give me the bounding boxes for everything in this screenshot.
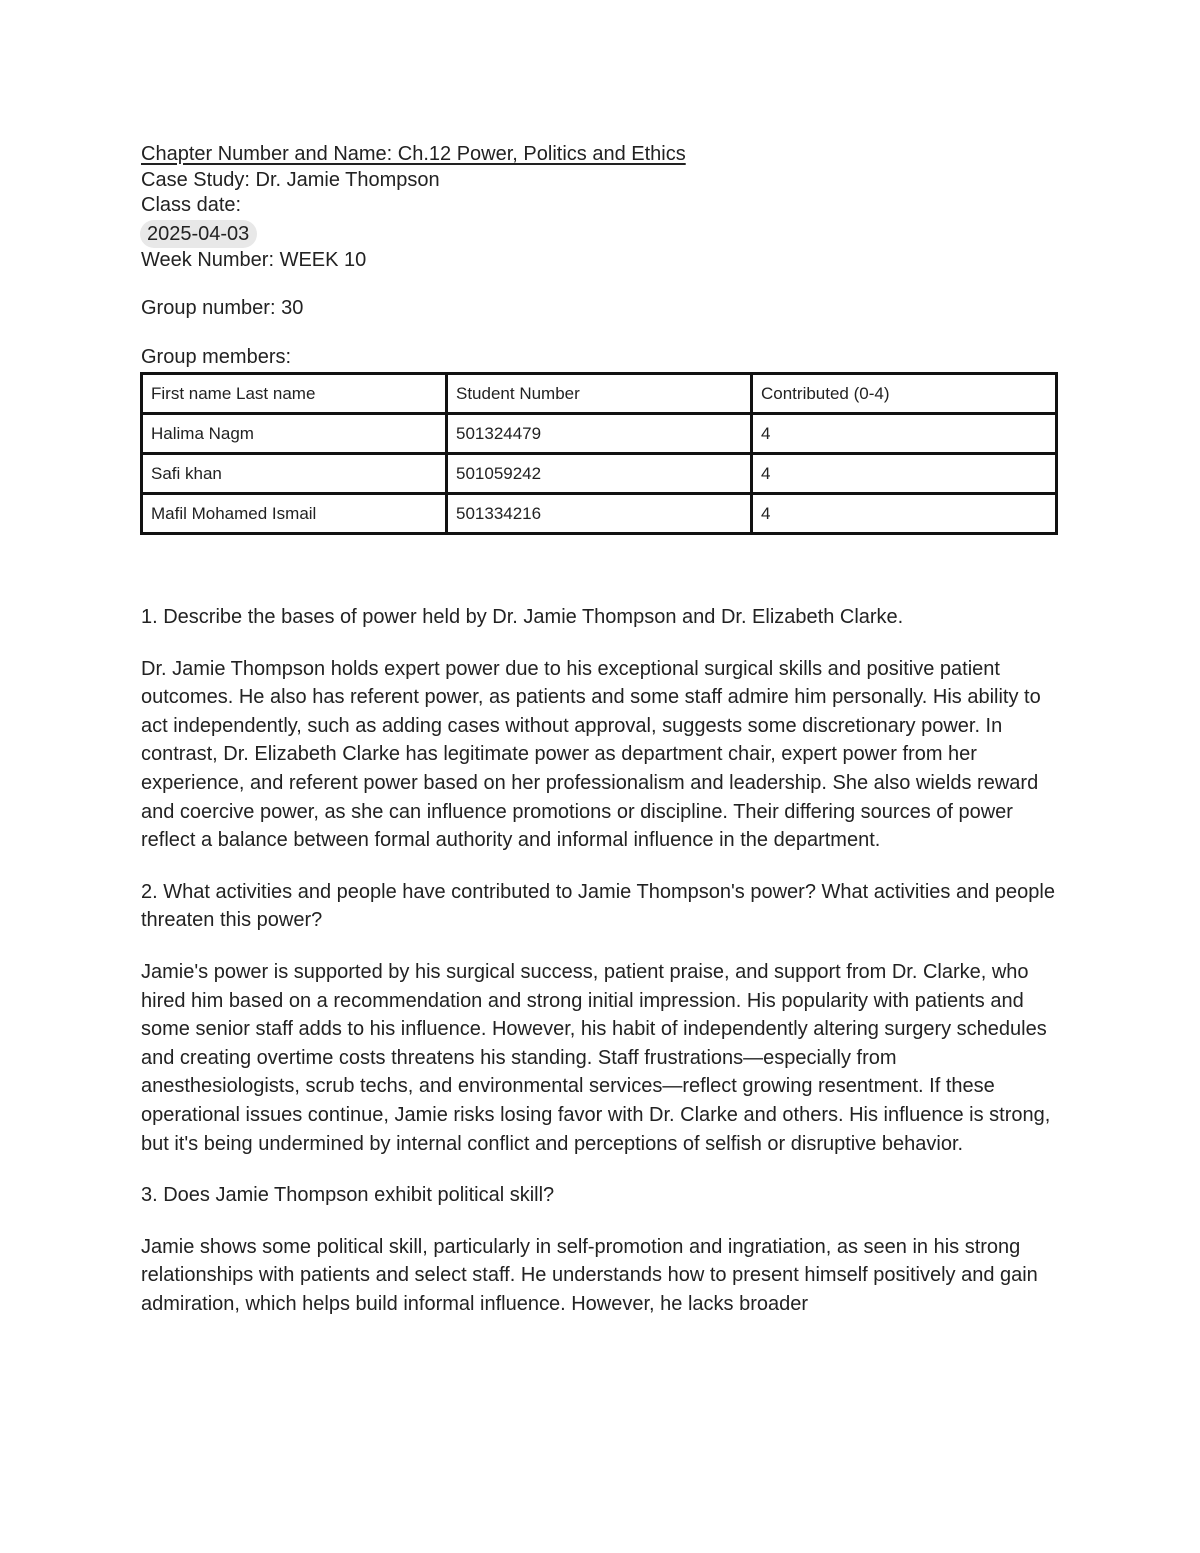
- contribution-score: 4: [752, 494, 1057, 534]
- contribution-score: 4: [752, 414, 1057, 454]
- table-header-cell: Contributed (0-4): [752, 374, 1057, 414]
- table-header-row: [142, 374, 1057, 414]
- question-3: 3. Does Jamie Thompson exhibit political skill?: [141, 1184, 555, 1207]
- date-chip[interactable]: 2025-04-03: [140, 220, 257, 248]
- questions-section: [141, 603, 1061, 1318]
- table-row: [142, 494, 1057, 534]
- group-number: Group number: 30: [141, 297, 304, 319]
- member-name: Mafil Mohamed Ismail: [142, 494, 447, 534]
- member-name: Halima Nagm: [142, 414, 447, 454]
- group-members-table: [140, 372, 1058, 535]
- case-study-line: Case Study: Dr. Jamie Thompson: [141, 168, 440, 191]
- answer-1: Dr. Jamie Thompson holds expert power due to his exceptional surgical skills and positive patient outcomes. He also has referent power, as patients and some staff admire him personally. His ability to act independently, such as adding cases without approval, suggests some discretionary power. In contrast, Dr. Elizabeth Clarke has legitimate power as department chair, expert power from her experience, and referent power based on her professionalism and leadership. She also wields reward and coercive power, as she can influence promotions or discipline. Their differing sources of power reflect a balance between formal authority and informal influence in the department.: [141, 657, 1041, 852]
- question-2: 2. What activities and people have contributed to Jamie Thompson's power? What activities and people threaten this power?: [141, 880, 1055, 932]
- document-header: [141, 142, 1061, 370]
- week-number: Week Number: WEEK 10: [141, 248, 367, 271]
- table-row: [142, 414, 1057, 454]
- table-row: [142, 454, 1057, 494]
- student-number: 501334216: [447, 494, 752, 534]
- document-page: [141, 142, 1061, 1318]
- contribution-score: 4: [752, 454, 1057, 494]
- question-1: 1. Describe the bases of power held by Dr. Jamie Thompson and Dr. Elizabeth Clarke.: [141, 606, 904, 628]
- table-header-cell: First name Last name: [142, 374, 447, 414]
- answer-3: Jamie shows some political skill, particularly in self-promotion and ingratiation, as seen in his strong relationships with patients and select staff. He understands how to present himself positively and gain admiration, which helps build informal influence. However, he lacks broader: [141, 1235, 1038, 1315]
- member-name: Safi khan: [142, 454, 447, 494]
- chapter-title: Chapter Number and Name: Ch.12 Power, Politics and Ethics: [141, 143, 686, 165]
- group-members-label: Group members:: [141, 345, 292, 368]
- table-header-cell: Student Number: [447, 374, 752, 414]
- answer-2: Jamie's power is supported by his surgical success, patient praise, and support from Dr. Clarke, who hired him based on a recommendation and strong initial impression. His popularity with patients and some senior staff adds to his influence. However, his habit of independently altering surgery schedules and creating overtime costs threatens his standing. Staff frustrations—especially from anesthesiologists, scrub techs, and environmental services—reflect growing resentment. If these operational issues continue, Jamie risks losing favor with Dr. Clarke and others. His influence is strong, but it's being undermined by internal conflict and perceptions of selfish or disruptive behavior.: [141, 960, 1051, 1155]
- student-number: 501059242: [447, 454, 752, 494]
- class-date-label: Class date:: [141, 194, 242, 216]
- student-number: 501324479: [447, 414, 752, 454]
